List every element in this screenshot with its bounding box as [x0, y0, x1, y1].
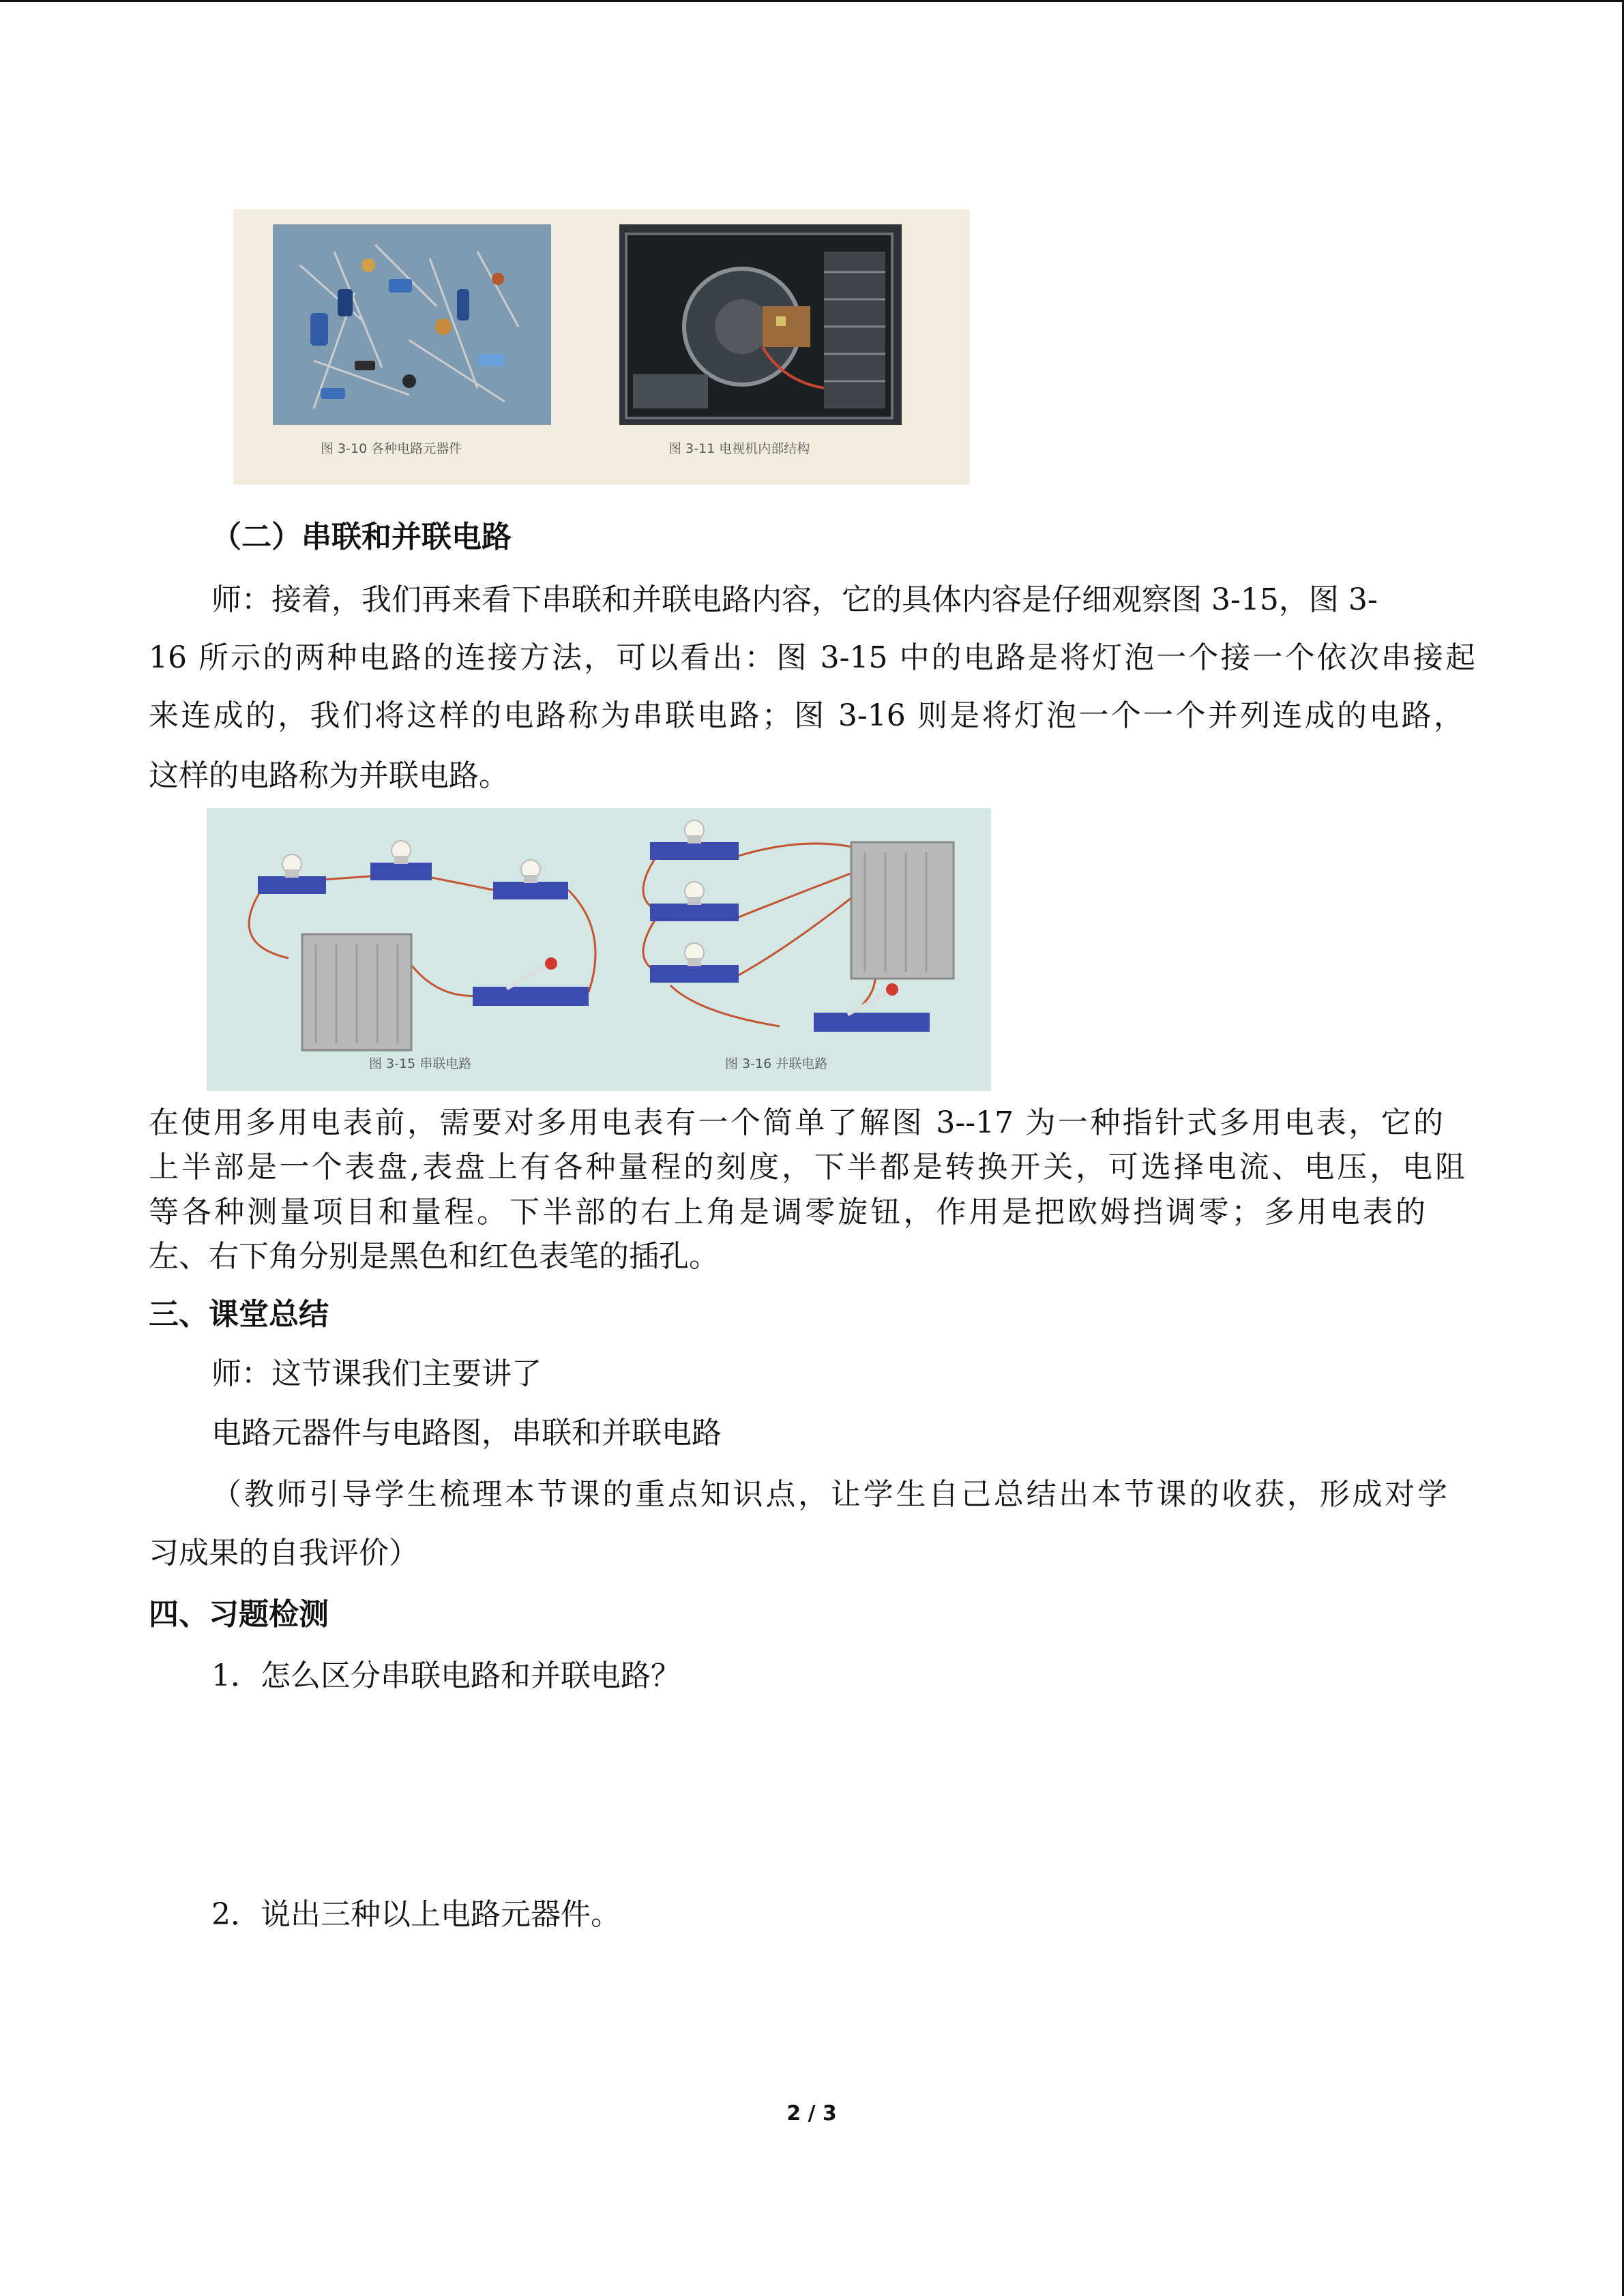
summary-note-line: 习成果的自我评价）: [149, 1536, 419, 1570]
exercise-question: 1．怎么区分串联电路和并联电路？: [211, 1658, 681, 1693]
summary-line: 电路元器件与电路图，串联和并联电路: [211, 1416, 722, 1450]
exercise-question: 2．说出三种以上电路元器件。: [211, 1897, 621, 1932]
fig-3-15-caption: 图 3-15 串联电路: [369, 1056, 472, 1071]
paragraph-line: 这样的电路称为并联电路。: [149, 758, 509, 793]
paragraph-line: 16 所示的两种电路的连接方法，可以看出：图 3-15 中的电路是将灯泡一个接一个依次串接起: [149, 640, 1475, 675]
summary-line: 师：这节课我们主要讲了: [211, 1356, 542, 1391]
paragraph-line: 来连成的，我们将这样的电路称为串联电路；图 3-16 则是将灯泡一个一个并列连成的电路，: [149, 698, 1464, 733]
fig-3-10-image: [273, 224, 551, 425]
series-parallel-circuit-illustration: [207, 808, 991, 1091]
figure-strip-top: [233, 209, 970, 485]
section-heading-series-parallel: （二）串联和并联电路: [211, 520, 512, 554]
paragraph-line: 左、右下角分别是黑色和红色表笔的插孔。: [149, 1239, 719, 1274]
fig-3-11-image: [619, 224, 902, 425]
paragraph-line: 等各种测量项目和量程。下半部的右上角是调零旋钮，作用是把欧姆挡调零；多用电表的: [149, 1195, 1426, 1229]
fig-3-16-caption: 图 3-16 并联电路: [725, 1056, 828, 1071]
fig-3-10-caption: 图 3-10 各种电路元器件: [321, 441, 462, 456]
summary-note-line: （教师引导学生梳理本节课的重点知识点，让学生自己总结出本节课的收获，形成对学: [211, 1477, 1447, 1512]
paragraph-line: 师：接着，我们再来看下串联和并联电路内容，它的具体内容是仔细观察图 3-15，图 3-: [211, 582, 1378, 617]
section-heading-exercises: 四、习题检测: [149, 1597, 329, 1632]
circuit-figure: [207, 808, 991, 1091]
tv-internal-structure-illustration: [619, 224, 902, 425]
paragraph-line: 在使用多用电表前，需要对多用电表有一个简单了解图 3--17 为一种指针式多用电表，它的: [149, 1105, 1443, 1140]
circuit-components-illustration: [273, 224, 551, 425]
paragraph-line: 上半部是一个表盘,表盘上有各种量程的刻度，下半都是转换开关，可选择电流、电压，电阻: [149, 1150, 1465, 1184]
section-heading-summary: 三、课堂总结: [149, 1297, 329, 1332]
page-border-top: [0, 0, 1624, 2]
fig-3-11-caption: 图 3-11 电视机内部结构: [668, 441, 810, 456]
page-number: 2 / 3: [786, 2102, 837, 2126]
